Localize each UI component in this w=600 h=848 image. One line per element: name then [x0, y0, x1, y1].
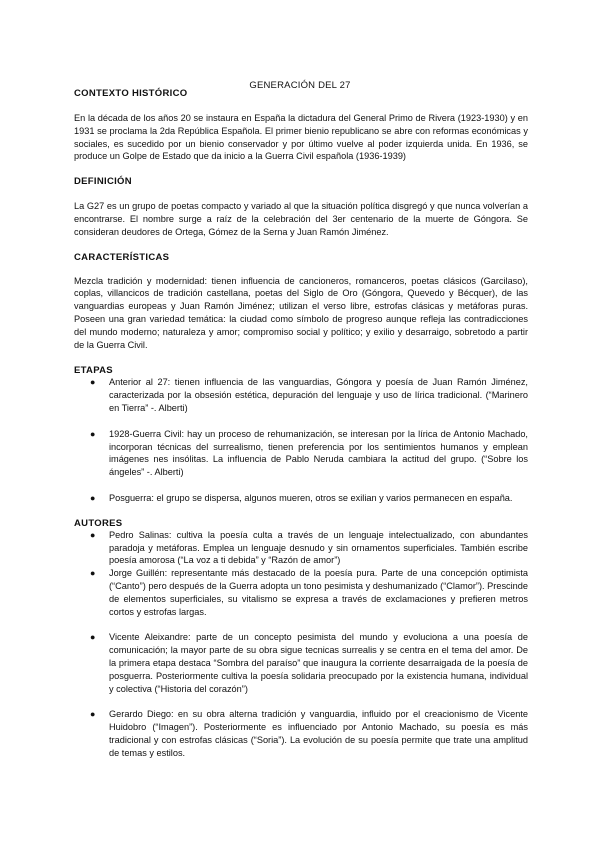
paragraph-definicion: La G27 es un grupo de poetas compacto y variado al que la situación política disgregó y que nunca volverían a encontrarse. El nombre surge a raíz de la celebración del 3er centenario de la muerte de Góngora. Se consideran deudores de Ortega, Gómez de la Serna y Juan Ramón Jiménez. — [74, 201, 528, 237]
list-item-text: Gerardo Diego: en su obra alterna tradición y vanguardia, influido por el creacionismo de Vicente Huidobro (“Imagen”). Posteriormente es influenciado por Antonio Machado, su poesía es más tradicional y con estrofas clásicas (“Soria”). La evolución de su poesía permite que trate una amplitud de temas y estilos. — [109, 709, 528, 758]
paragraph-contexto: En la década de los años 20 se instaura en España la dictadura del General Primo de Rivera (1923-1930) y en 1931 se proclama la 2da República Española. El primer bienio republicano se abre con reformas económicas y sociales, es sucedido por un bienio conservador y por último vuelve al poder izquierda unida. En 1936, se produce un Golpe de Estado que da inicio a la Guerra Civil española (1936-1939) — [74, 113, 528, 162]
list-item — [74, 567, 528, 618]
list-item — [74, 428, 528, 479]
autores-list — [74, 529, 528, 760]
heading-autores: AUTORES — [74, 517, 123, 529]
list-item — [74, 492, 528, 505]
bullet-icon: ● — [90, 632, 96, 643]
document-title: GENERACIÓN DEL 27 — [249, 80, 351, 91]
heading-definicion: DEFINICIÓN — [74, 176, 132, 188]
list-item-text: Pedro Salinas: cultiva la poesía culta a través de un lenguaje intelectualizado, con abundantes paradoja y metáforas. Emplea un lenguaje desnudo y sin ornamentos superficiales. También escribe poesía amorosa (“La voz a ti debida” y “Razón de amor”) — [109, 529, 528, 566]
list-item-text: Anterior al 27: tienen influencia de las vanguardias, Góngora y poesía de Juan Ramón Jiménez, caracterizada por la obsesión estética, depuración del lenguaje y uso de lírica tradicional. (“Marinero en Tierra” -. Alberti) — [109, 377, 528, 413]
list-item — [74, 708, 528, 759]
heading-caracteristicas: CARACTERÍSTICAS — [74, 251, 170, 263]
bullet-icon: ● — [90, 529, 96, 540]
list-item-text: Jorge Guillén: representante más destacado de la poesía pura. Parte de una concepción optimista (“Canto”) pero después de la Guerra adopta un tono pesimista y deshumanizado (“Clamor”). Prescinde de elementos superficiales, su vitalismo se expresa a través de exclamaciones y prefieren metros cortos y estrofas largas. — [109, 568, 528, 617]
bullet-icon: ● — [90, 568, 96, 579]
list-item-text: Posguerra: el grupo se dispersa, algunos mueren, otros se exilian y varios permanecen en españa. — [109, 492, 513, 503]
bullet-icon: ● — [90, 428, 96, 439]
document-content — [74, 88, 528, 759]
heading-contexto: CONTEXTO HISTÓRICO — [74, 88, 188, 99]
bullet-icon: ● — [90, 709, 96, 720]
list-item — [74, 376, 528, 414]
list-item — [74, 529, 528, 567]
bullet-icon: ● — [90, 377, 96, 388]
bullet-icon: ● — [90, 492, 96, 503]
heading-etapas: ETAPAS — [74, 365, 113, 377]
list-item-text: Vicente Aleixandre: parte de un concepto pesimista del mundo y evoluciona a una poesía de comunicación; la mayor parte de su obra sigue tecnicas surrealis y se centra en el tema del amor. De la primera etapa destaca “Sombra del paraíso” que inaugura la corriente desarraigada de la poesía de posguerra. Posteriormente cultiva la poesía solidaria preocupado por la existencia humana, individual y colectiva (“Historia del corazón”) — [109, 632, 528, 694]
list-item-text: 1928-Guerra Civil: hay un proceso de rehumanización, se interesan por la lírica de Antonio Machado, incorporan técnicas del surrealismo, tienen preferencia por los sentimientos humanos y emplean imágenes nes insólitas. La influencia de Pablo Neruda cambiara la actitud del grupo. (“Sobre los ángeles” -. Alberti) — [109, 428, 528, 478]
paragraph-caracteristicas: Mezcla tradición y modernidad: tienen influencia de cancioneros, romanceros, poetas clásicos (Garcilaso), coplas, villancicos de tradición castellana, poetas del Siglo de Oro (Góngora, Quevedo y Bécquer), de las vanguardias europeas y Juan Ramón Jiménez; utilizan el verso libre, estrofas clásicas y metáforas puras. Poseen una gran variedad temática: la ciudad como símbolo de progreso aunque refleja las contradicciones del mundo moderno; naturaleza y amor; compromiso social y político; y exilio y desarraigo, sobretodo a partir de la Guerra Civil. — [74, 275, 528, 350]
list-item — [74, 631, 528, 695]
etapas-list — [74, 376, 528, 504]
